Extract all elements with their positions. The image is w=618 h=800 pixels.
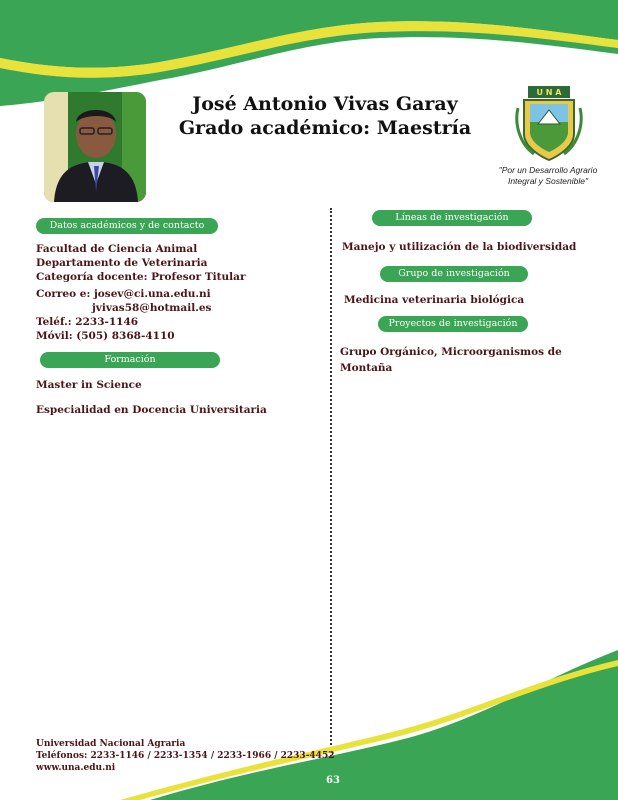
footer-website: www.una.edu.ni — [36, 763, 116, 773]
research-group-text: Medicina veterinaria biológica — [344, 294, 525, 306]
projects-text-line-1: Grupo Orgánico, Microorganismos de — [340, 346, 562, 358]
profile-photo — [44, 92, 146, 202]
page-number: 63 — [326, 775, 340, 786]
bottom-wave-decoration — [0, 650, 618, 800]
formation-item: Master in Science — [36, 379, 142, 391]
contact-line-department: Departamento de Veterinaria — [36, 257, 208, 269]
contact-section-label: Datos académicos y de contacto — [36, 218, 218, 234]
person-name: José Antonio Vivas Garay — [192, 93, 458, 115]
projects-text-line-2: Montaña — [340, 362, 393, 374]
contact-line-category: Categoría docente: Profesor Titular — [36, 271, 246, 283]
formation-section-label: Formación — [40, 352, 220, 368]
svg-text:U N A: U N A — [536, 88, 562, 97]
title-block — [160, 92, 490, 140]
formation-item: Especialidad en Docencia Universitaria — [36, 404, 267, 416]
footer — [36, 738, 334, 774]
contact-line-phone: Teléf.: 2233-1146 — [36, 316, 139, 328]
footer-phones: Teléfonos: 2233-1146 / 2233-1354 / 2233-1966 / 2233-4452 — [36, 751, 335, 761]
academic-degree: Grado académico: Maestría — [178, 117, 472, 139]
contact-line-email-alt: jvivas58@hotmail.es — [92, 302, 212, 314]
contact-line-mobile: Móvil: (505) 8368-4110 — [36, 330, 175, 342]
contact-line-faculty: Facultad de Ciencia Animal — [36, 243, 198, 255]
motto-line-2: Integral y Sostenible" — [507, 176, 589, 186]
research-group-label: Grupo de investigación — [380, 266, 528, 282]
footer-university: Universidad Nacional Agraria — [36, 739, 186, 749]
research-lines-label: Líneas de investigación — [372, 210, 532, 226]
una-logo-icon — [514, 84, 584, 164]
motto-line-1: "Por un Desarrollo Agrario — [498, 165, 598, 175]
contact-line-email: Correo e: josev@ci.una.edu.ni — [36, 288, 211, 300]
projects-label: Proyectos de investigación — [378, 316, 528, 332]
motto — [492, 165, 604, 187]
portrait-illustration — [44, 92, 146, 202]
research-lines-text: Manejo y utilización de la biodiversidad — [342, 241, 577, 253]
